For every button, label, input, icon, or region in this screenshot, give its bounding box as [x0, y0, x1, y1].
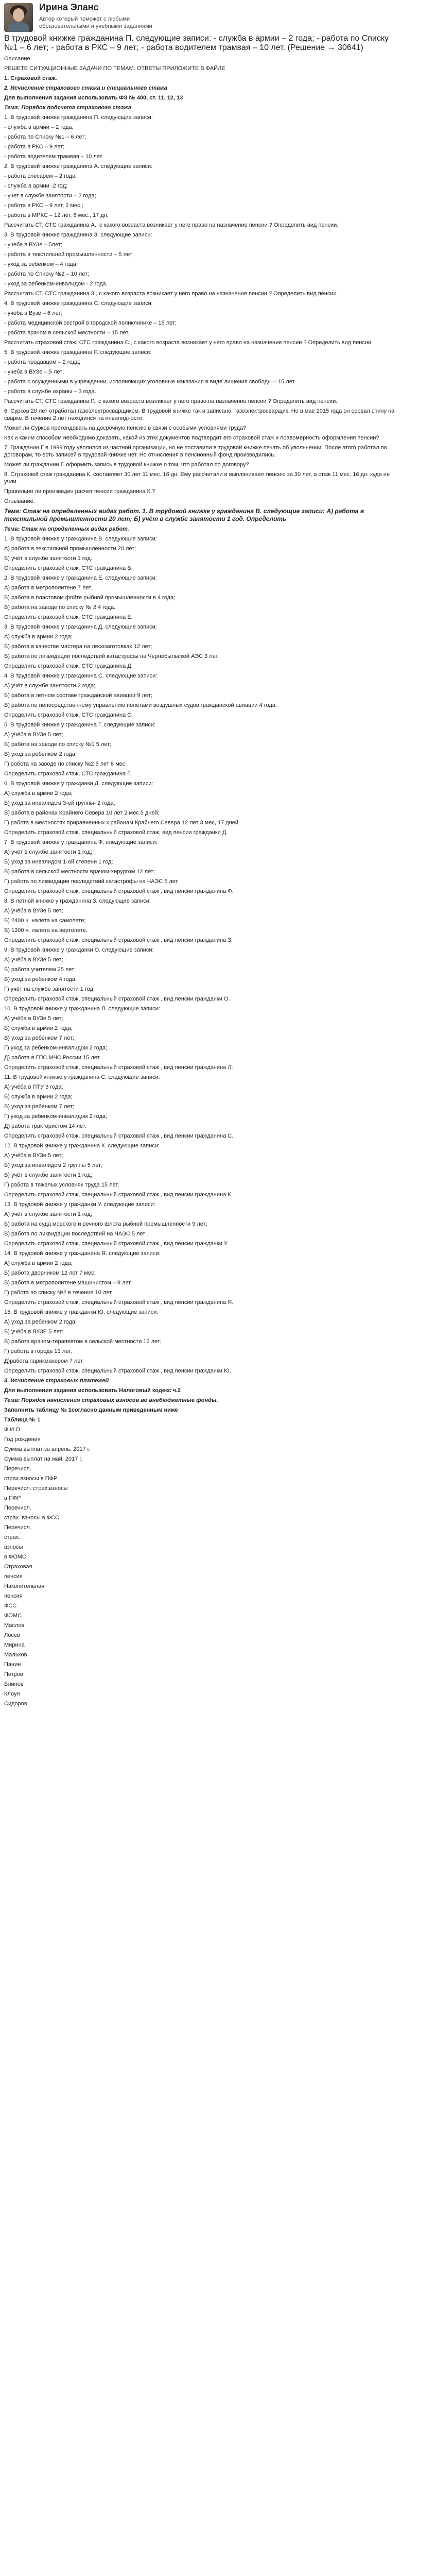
- text-line: Год рождения: [4, 1436, 41, 1443]
- text-line: - работа водителем трамвая – 10 лет.: [4, 154, 103, 160]
- text-line: Г) работа по ликвидации последствий катастрофы на ЧАЭС 5 лет.: [4, 878, 179, 885]
- section-heading: Таблица № 1: [4, 1417, 41, 1423]
- text-line: Может ли Сурков претендовать на досрочную пенсию в связи с особыми условиями труда?: [4, 425, 247, 431]
- text-line: 7. В трудовой книжке у гражданина Ф. следующие записи:: [4, 839, 158, 845]
- text-line: В) уход за ребенком 4 года;: [4, 976, 77, 982]
- text-line: Г) уход за ребенком-инвалидом 2 года;: [4, 1113, 108, 1120]
- text-line: 15. В трудовой книжке у гражданки Ю. следующие записи:: [4, 1309, 159, 1315]
- text-line: - учеба в ВУЗе – 5лет;: [4, 242, 63, 248]
- author-avatar[interactable]: [4, 3, 33, 32]
- text-line: Б) служба в армии 2 года;: [4, 1094, 73, 1100]
- text-line: В) работа в сельской местности врачом-хирургом 12 лет;: [4, 869, 155, 875]
- text-line: Ф.И.О.: [4, 1427, 22, 1433]
- text-line: Г) работа в городе 13 лет.: [4, 1348, 72, 1354]
- text-line: Рассчитать СТ, СТС гражданина З., с какого возраста возникает у него право на назначение пенсии ? Определить вид пенсии.: [4, 291, 338, 297]
- text-line: В) работа по непосредственному управлению полетами воздушных судов гражданской авиации 4 года.: [4, 702, 277, 708]
- text-line: Д)работа парикмахером 7 лет: [4, 1358, 83, 1364]
- text-line: Б) работа учителем 25 лет;: [4, 967, 76, 973]
- author-name[interactable]: Ирина Эланс: [39, 2, 99, 12]
- text-line: Б) работа в пластовом фойте рыбной промышленности в 4 года;: [4, 595, 176, 601]
- text-line: В) работа в районах Крайнего Севера 10 лет 2 мес.5 дней;: [4, 810, 160, 816]
- text-line: В) уход за ребенком 2 года;: [4, 751, 77, 757]
- section-heading: Тема: Порядок подсчета страхового стажа: [4, 105, 131, 111]
- text-line: 8. Страховой стаж гражданина К. составляет 30 лет 11 мес. 16 дн. Ему рассчитали и выплачивают пенсию за 30 лет, а стаж 11 мес. 16 дн. кудa не учли.: [4, 471, 390, 485]
- text-line: страх.: [4, 1534, 21, 1540]
- text-line: Рассчитать страховой стаж, СТС гражданина С., с какого возраста возникает у него право на назначение пенсии ? Определить вид пенсии.: [4, 340, 373, 346]
- text-line: страх.взносы в ПФР: [4, 1476, 58, 1482]
- text-line: 10. В трудовой книжке у гражданина Л. следующие записи:: [4, 1006, 160, 1012]
- text-line: Г) работа в тяжелых условиях труда 15 лет.: [4, 1182, 119, 1188]
- text-line: Определить страховой стаж, специальный страховой стаж , вид пенсии гражданки У.: [4, 1241, 229, 1247]
- text-line: Б) работа двоpником 12 лет 7 мес;: [4, 1270, 96, 1276]
- text-line: Д) работа трактористом 14 лет.: [4, 1123, 86, 1129]
- section-heading: Заполнить таблицу № 1согласно данным приведенным ниже: [4, 1407, 178, 1413]
- avatar-body: [8, 22, 29, 32]
- text-line: Перечисл.: [4, 1524, 31, 1531]
- text-line: А) работа в текстильной промышленности 20 лет;: [4, 546, 136, 552]
- text-line: - работа врачом в сельской местности – 15 лет.: [4, 330, 130, 336]
- text-line: Б) работа в летном составе гражданской авиации 9 лет;: [4, 692, 152, 699]
- text-line: 14. В трудовой книжке у гражданина Я. следующие записи:: [4, 1250, 161, 1257]
- text-line: - учеба в ВУЗе – 5 лет;: [4, 369, 64, 375]
- text-line: Б) служба в армии 2 года;: [4, 1025, 73, 1031]
- text-line: А) учёба в ВУЗе 5 лет;: [4, 1153, 63, 1159]
- text-line: - учеба в Вузе – 6 лет;: [4, 310, 63, 316]
- text-line: Рассчитать СТ, СТС гражданина А., с какого возраста возникает у него право на назначение пенсии ? Определить вид пенсии.: [4, 222, 339, 228]
- text-line: 6. В трудовой книжке у гражданки Д. следующие записи:: [4, 781, 153, 787]
- text-line: - работа медицинской сестрой в городской поликлинике – 15 лет;: [4, 320, 177, 326]
- text-line: - работа в службе охраны – 3 года.: [4, 388, 96, 395]
- text-line: 2. В трудовой книжке у гражданина Е. следующие записи:: [4, 575, 157, 581]
- section-heading: Тема: Стаж на определенных видах работ. 1. В трудовой книжке у гражданина В. следующие записи: А) работа в текстильной промышленности 20 лет; Б) учёт в службе занятости 1 год. Определить: [4, 507, 364, 522]
- text-line: Д) работа в ГПС МЧС России 15 лет.: [4, 1055, 101, 1061]
- text-line: 11. В трудовой книжке у гражданина С. следующие записи:: [4, 1074, 160, 1080]
- text-line: А) служба в армии 2 года;: [4, 790, 73, 796]
- text-line: Определить страховой стаж, специальный страховой стаж , вид пенсии гражданина З.: [4, 937, 233, 943]
- text-line: Определить страховой стаж, специальный страховой стаж, вид пенсии гражданки Д.: [4, 829, 228, 836]
- text-line: В) работа по ликвидации последствий катастрофы на Чернобыльской АЭС 3 лет.: [4, 653, 219, 659]
- text-line: Б) работа на заводе по списку №1 5 лет;: [4, 741, 112, 748]
- text-line: Определить страховой стаж, специальный страховой стаж , вид пенсии гражданина С.: [4, 1133, 234, 1139]
- text-line: Блинов: [4, 1681, 24, 1687]
- text-line: - уход за ребенком-инвалидом - 2 года.: [4, 281, 108, 287]
- text-line: В) работа в метрополитене машинистом – 8 лет: [4, 1280, 131, 1286]
- text-line: В) 1300 ч. налета на вертолете.: [4, 927, 88, 934]
- text-line: в ПФР: [4, 1495, 21, 1501]
- text-line: Б) 2400 ч. налета на самолете;: [4, 918, 86, 924]
- text-line: Лосев: [4, 1632, 20, 1638]
- text-line: 5. В трудовой книжке у гражданина Г. следующие записи:: [4, 722, 156, 728]
- text-line: Как и каким способом необходимо доказать, какой из этих документов подтвердит его страховой стаж и правомерность оформления пенсии?: [4, 435, 379, 441]
- text-line: Мальков: [4, 1652, 27, 1658]
- section-heading: 2. Исчисление страхового стажа и специального стажа: [4, 85, 167, 91]
- text-line: Накопительная: [4, 1583, 45, 1589]
- section-heading: Для выполнения задания использовать Налоговый кодекс ч.2: [4, 1387, 181, 1394]
- text-line: - работа в МРКС – 12 лет, 6 мес., 17 дн.: [4, 212, 109, 218]
- section-heading: 3. Исчисление страховых платежей: [4, 1378, 109, 1384]
- text-line: Г) работа в местностях приравненных к районам Крайнего Севера 12 лет 3 мес, 17 дней.: [4, 820, 240, 826]
- text-line: Определить страховой стаж, СТС гражданина Г.: [4, 771, 131, 777]
- text-line: Отзывание:: [4, 498, 35, 504]
- text-line: Определить страховой стаж, специальный страховой стаж , вид пенсии гражданина К.: [4, 1192, 233, 1198]
- text-line: страх. взносы в ФСС: [4, 1515, 59, 1521]
- text-line: В) работа по ликвидации последствий на ЧАЭС 5 лет: [4, 1231, 146, 1237]
- text-line: Перечисл. страх.взносы: [4, 1485, 68, 1492]
- text-line: 1. В трудовой книжке гражданина П. следующие записи:: [4, 114, 153, 121]
- section-heading: Тема: Порядок начисления страховых взносов во внебюджетные фонды.: [4, 1397, 218, 1403]
- document-title: В трудовой книжке гражданина П. следующие записи: - служба в армии – 2 года; - работа по Списку №1 – 6 лет; - работа в РКС – 9 лет; - работа водителем трамвая – 10 лет. (Решение → 30641): [4, 34, 389, 52]
- text-line: 5. В трудовой книжке гражданина Р. следующие записи:: [4, 349, 152, 355]
- text-line: - учет в службе занятости – 2 года;: [4, 193, 96, 199]
- text-line: - работа с осужденными в учреждении, исполняющих уголовные наказания в виде лишения свободы – 15 лет: [4, 379, 295, 385]
- text-line: Определить страховой стаж, специальный страховой стаж , вид пенсии гражданина Ф.: [4, 888, 234, 894]
- text-line: В) учёт в службе занятости 1 год;: [4, 1172, 93, 1178]
- text-line: - служба в армии -2 год;: [4, 183, 67, 189]
- text-line: Определить страховой стаж, специальный страховой стаж , вид пенсии гражданки Ю.: [4, 1368, 232, 1374]
- text-line: Б) уход за инвалидом 3-ей группы- 2 года;: [4, 800, 115, 806]
- text-line: Панин: [4, 1662, 21, 1668]
- text-line: Б) учёба в ВУЗЕ 5 лет;: [4, 1329, 64, 1335]
- text-line: 3. В трудовой книжке гражданина З. следующие записи:: [4, 232, 152, 238]
- document-content: [4, 34, 395, 1710]
- text-line: Клоун: [4, 1691, 20, 1697]
- text-line: А) служба в армии 2 года;: [4, 634, 73, 640]
- text-line: 13. В трудовой книжке у гражданки У. следующие записи:: [4, 1201, 155, 1208]
- section-heading: 1. Страховой стаж.: [4, 75, 57, 81]
- text-line: А) учёт в службе занятости 2 года;: [4, 683, 96, 689]
- text-line: 6. Сурков 20 лет отработал газоэлектросварщиком. В трудовой книжке так и записано: газоэлектросварщик. Но в мае 2015 года он сорвал спину на сварке. В течение 2 лет находился на инвалидности.: [4, 408, 395, 421]
- text-line: - служба в армии – 2 года;: [4, 124, 74, 130]
- text-line: Петров: [4, 1671, 23, 1677]
- text-line: взносы: [4, 1544, 23, 1550]
- text-line: 4. В трудовой книжке у гражданина С. следующие записи:: [4, 673, 158, 679]
- text-line: Б) учёт в службе занятости 1 год.: [4, 555, 92, 562]
- text-line: - работа в РКС – 9 лет, 2 мес.;: [4, 202, 83, 209]
- text-line: Г) уход за ребенком-инвалидом 2 года;: [4, 1045, 108, 1051]
- text-line: В) работа на заводе по списку № 2 4 года.: [4, 604, 116, 611]
- text-line: 3. В трудовой книжке у гражданина Д. следующие записи:: [4, 624, 157, 630]
- text-line: - работа по Списку №1 – 6 лет;: [4, 134, 86, 140]
- text-line: Б) работа на суда морского и речного флота рыбной промышленности 9 лет;: [4, 1221, 207, 1227]
- text-line: Сумма выплат на май, 2017 г.: [4, 1456, 83, 1462]
- text-line: ФОМС: [4, 1613, 22, 1619]
- text-line: Г) учёт на службе занятости 1 год.: [4, 986, 95, 992]
- text-line: - работа продавцом – 2 года;: [4, 359, 81, 365]
- text-line: Г) работа на заводе по списку №2 5 лет 6 мес.: [4, 761, 127, 767]
- text-line: Г) работа по списку №2 в течение 10 лет.: [4, 1290, 113, 1296]
- text-line: - уход за ребенком – 4 года;: [4, 261, 78, 267]
- text-line: Определить страховой стаж, СТС гражданина Е.: [4, 614, 133, 620]
- text-line: Б) уход за инвалидом 2 группы 5 лет;: [4, 1162, 103, 1168]
- text-line: Определить страховой стаж, специальный страховой стаж , вид пенсии гражданина Я.: [4, 1299, 234, 1306]
- text-line: 9. В трудовой книжке у гражданки О. следующие записи:: [4, 947, 154, 953]
- text-line: В) уход за ребенком 7 лет;: [4, 1035, 75, 1041]
- text-line: А) служба в армии 2 года;: [4, 1260, 73, 1266]
- text-line: А) учёба в ВУЗе 5 лет;: [4, 957, 63, 963]
- text-line: Рассчитать СТ, СТС гражданина Р., с какого возраста возникает у него право на назначение пенсии ? Определить вид пенсии.: [4, 398, 338, 404]
- text-line: 1. В трудовой книжке у гражданина В. следующие записи:: [4, 536, 157, 542]
- author-header: [0, 0, 436, 32]
- section-heading: Тема: Стаж на определенных видах работ.: [4, 526, 129, 532]
- text-line: Правильно ли произведен расчет пенсии гражданина К.?: [4, 488, 155, 495]
- author-description: Автор который поможет с любыми образовательными и учебными заданиями: [39, 16, 152, 29]
- text-line: Страховая: [4, 1564, 32, 1570]
- description-text: РЕШЕТЕ СИТУАЦИОННЫЕ ЗАДАЧИ ПО ТЕМАМ. ОТВЕТЫ ПРИЛОЖИТЕ В ФАЙЛЕ: [4, 65, 225, 72]
- text-line: Может ли гражданин Г. оформить запись в трудовой книжке о том, что работал по договору?: [4, 462, 249, 468]
- text-line: В) работа врачом-терапевтом в сельской местности 12 лет;: [4, 1338, 162, 1345]
- text-line: Определить страховой стаж, СТС гражданина В.: [4, 565, 133, 571]
- document-body: [4, 75, 395, 1707]
- text-line: Б) работа в качестве мастера на лесозаготовках 12 лет;: [4, 643, 152, 650]
- text-line: 2. В трудовой книжке гражданина А. следующие записи:: [4, 163, 153, 170]
- text-line: - работа слесарем – 2 года;: [4, 173, 77, 179]
- text-line: Сумма выплат за апрель, 2017 г.: [4, 1446, 91, 1452]
- text-line: Сидоров: [4, 1701, 27, 1707]
- text-line: 7. Гражданин Г в 1999 году уволился из частной организации, но не поставили в трудовой книжке печать об увольнении. После этого работал по договорам, то есть записей в трудовой книжке нет. Но отчисления в пенсионный фонд производились.: [4, 445, 387, 458]
- text-line: Маслов: [4, 1622, 25, 1629]
- text-line: А) учёба в ВУЗе 5 лет;: [4, 732, 63, 738]
- text-line: А) уход за ребенком 2 года;: [4, 1319, 77, 1325]
- text-line: А) учёба в ПТУ 3 года;: [4, 1084, 63, 1090]
- text-line: Определить страховой стаж, специальный страховой стаж , вид пенсии гражданина Л.: [4, 1064, 233, 1071]
- text-line: А) учёба в ВУЗе 5 лет;: [4, 1015, 63, 1022]
- text-line: - работа по Списку №2 – 10 лет;: [4, 271, 90, 277]
- text-line: пенсия: [4, 1573, 23, 1580]
- text-line: Определить страховой стаж, СТС гражданина Д.: [4, 663, 133, 669]
- text-line: Определить страховой стаж, СТС гражданина С.: [4, 712, 133, 718]
- text-line: в ФОМС: [4, 1554, 26, 1560]
- text-line: В) уход за ребенком 7 лет;: [4, 1104, 75, 1110]
- text-line: А) учёба в ВУЗе 5 лет;: [4, 908, 63, 914]
- text-line: Определить страховой стаж, специальный страховой стаж , вид пенсии гражданки О.: [4, 996, 230, 1002]
- text-line: ФСС: [4, 1603, 17, 1609]
- text-line: Перечисл.: [4, 1466, 31, 1472]
- text-line: А) учёт в службе занятости 1 год;: [4, 849, 93, 855]
- text-line: 12. В трудовой книжке у гражданина К. следующие записи:: [4, 1143, 160, 1149]
- text-line: - работа в РКС – 9 лет;: [4, 144, 65, 150]
- text-line: А) учёт в службе занятости 1 год;: [4, 1211, 93, 1217]
- section-heading: Для выполнения задания использовать ФЗ № 400, ст. 11, 12, 13: [4, 95, 183, 101]
- text-line: - работа в текстильной промышленности – 5 лет;: [4, 251, 134, 258]
- text-line: А) работа в метрополитене 7 лет;: [4, 585, 93, 591]
- text-line: Б) уход за инвалидом 1-ой степени 1 год;: [4, 859, 113, 865]
- text-line: 8. В летной книжке у гражданина З. следующие записи:: [4, 898, 151, 904]
- description-label: Описание: [4, 56, 30, 62]
- text-line: Перечисл.: [4, 1505, 31, 1511]
- text-line: Мирина: [4, 1642, 25, 1648]
- avatar-face: [13, 8, 24, 22]
- text-line: 4. В трудовой книжке гражданина С. следующие записи:: [4, 300, 153, 307]
- text-line: пенсия: [4, 1593, 23, 1599]
